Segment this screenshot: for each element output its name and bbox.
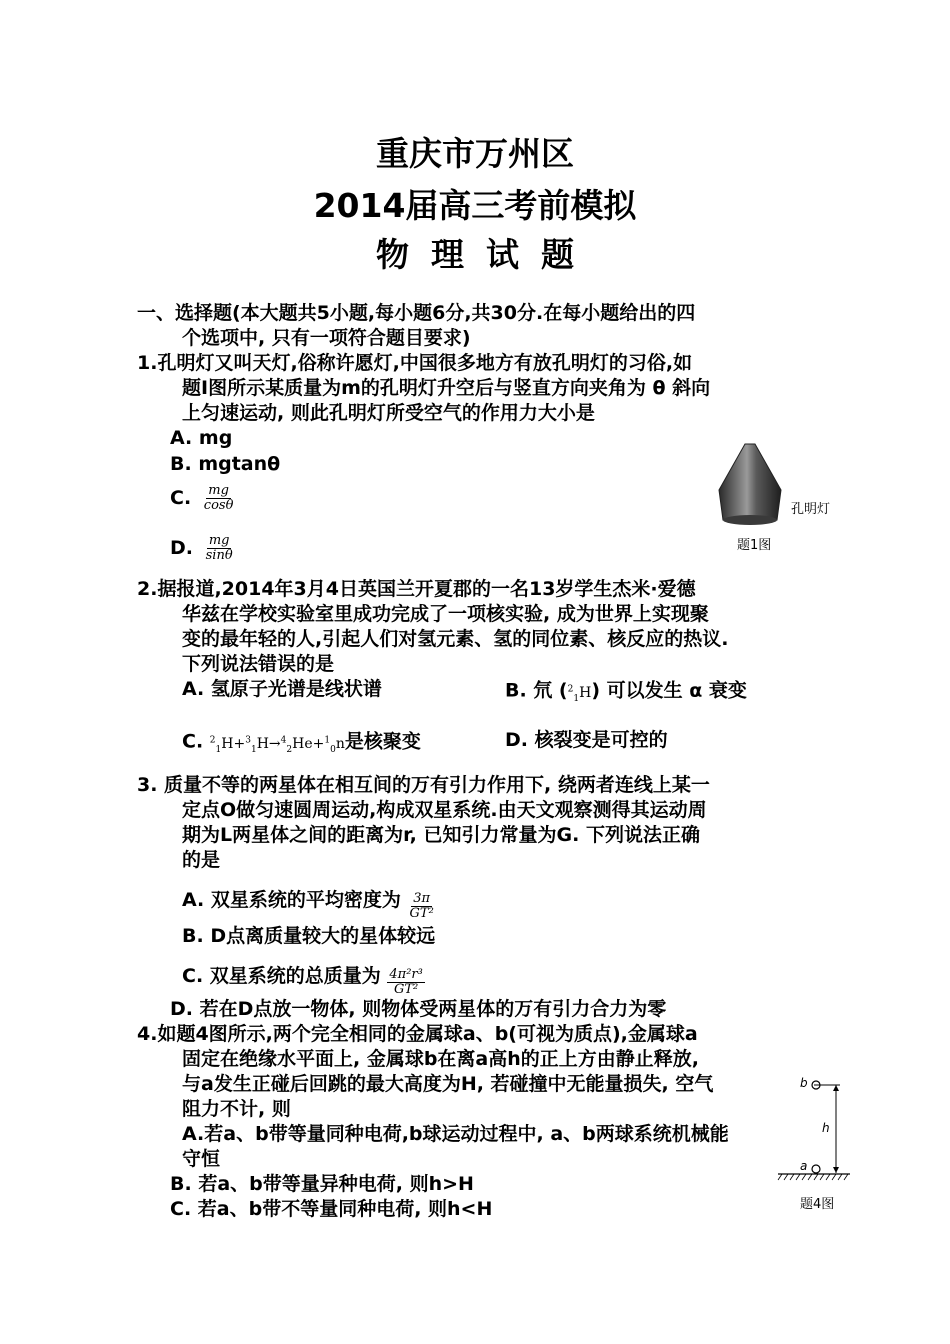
fraction-numerator: mg [208,533,230,548]
q1-option-a: A. mg [170,427,233,449]
fraction-numerator: mg [208,483,229,498]
q4-option-c: C. 若a、b带不等量同种电荷, 则h<H [170,1198,493,1220]
q3-option-a [182,888,436,921]
q1-option-c [170,484,235,513]
height-h-label: h [822,1121,830,1135]
q4-figure-caption: 题4图 [800,1197,835,1212]
fraction-denominator: sinθ [205,548,233,563]
q1-option-b: B. mgtanθ [170,453,281,475]
q3-stem: 3. 质量不等的两星体在相互间的万有引力作用下, 绕两者连线上某一 [137,774,710,796]
fusion-equation: $^2_1$H+$^3_1$H→$^4_2$He+$^1_0$n [209,735,345,755]
q2-option-d: D. 核裂变是可控的 [505,729,668,751]
q1-figure-label: 孔明灯 [791,502,831,517]
q1-option-c-label: C. [170,487,192,509]
q2-stem-cont: 下列说法错误的是 [182,653,335,675]
q1-option-c-fraction [202,484,236,513]
fraction-denominator: cosθ [203,498,234,513]
deuterium-symbol: $^2_1$H [567,684,592,704]
q4-option-a: A.若a、b带等量同种电荷,b球运动过程中, a、b两球系统机械能 [182,1123,729,1145]
q3-option-d: D. 若在D点放一物体, 则物体受两星体的万有引力合力为零 [170,998,667,1020]
q2-stem: 2.据报道,2014年3月4日英国兰开夏郡的一名13岁学生杰米·爱德 [137,578,696,600]
exam-title-region: 重庆市万州区 [376,134,574,173]
exam-title-year: 2014届高三考前模拟 [313,186,637,225]
q3-option-a-fraction [408,892,436,921]
q4-option-a-cont: 守恒 [182,1148,221,1170]
exam-title-subject: 物理试题 [376,235,596,274]
q2-option-b [505,677,747,710]
q1-option-d-label: D. [170,537,193,559]
q2-option-b-text: B. 氘 ( [505,679,568,702]
section-heading-cont: 个选项中, 只有一项符合题目要求) [182,327,471,349]
q2-stem-cont: 华兹在学校实验室里成功完成了一项核实验, 成为世界上实现聚 [182,603,709,625]
q1-stem: 1.孔明灯又叫天灯,俗称许愿灯,中国很多地方有放孔明灯的习俗,如 [137,352,693,374]
q2-stem-cont: 变的最年轻的人,引起人们对氢元素、氢的同位素、核反应的热议. [182,628,729,650]
q2-option-c-label: C. [182,730,204,753]
q3-option-c [182,964,425,997]
q3-option-b: B. D点离质量较大的星体较远 [182,925,436,947]
q4-stem-cont: 阻力不计, 则 [182,1098,291,1120]
q3-stem-cont: 期为L两星体之间的距离为r, 已知引力常量为G. 下列说法正确 [182,824,700,846]
q2-option-b-text-end: ) 可以发生 α 衰变 [591,679,747,702]
q3-option-c-text: C. 双星系统的总质量为 [182,965,381,987]
fraction-numerator: 4π²r³ [389,967,423,982]
q2-option-a: A. 氢原子光谱是线状谱 [182,678,382,700]
q3-stem-cont: 的是 [182,849,221,871]
q1-option-d [170,534,235,563]
q3-option-c-fraction [387,968,424,997]
q1-option-d-fraction [204,534,235,563]
section-heading: 一、选择题(本大题共5小题,每小题6分,共30分.在每小题给出的四 [137,302,696,324]
q4-option-b: B. 若a、b带等量异种电荷, 则h>H [170,1173,474,1195]
two-balls-diagram [776,1075,850,1187]
q4-stem: 4.如题4图所示,两个完全相同的金属球a、b(可视为质点),金属球a [137,1023,698,1045]
q3-stem-cont: 定点O做匀速圆周运动,构成双星系统.由天文观察测得其运动周 [182,799,707,821]
q1-stem-cont: 上匀速运动, 则此孔明灯所受空气的作用力大小是 [182,402,595,424]
q2-option-c [182,728,421,761]
q4-figure [776,1075,850,1215]
q4-stem-cont: 与a发生正碰后回跳的最大高度为H, 若碰撞中无能量损失, 空气 [182,1073,714,1095]
ball-b-label: b [800,1076,808,1090]
q1-figure-caption: 题1图 [737,538,772,553]
q1-stem-cont: 题Ⅰ图所示某质量为m的孔明灯升空后与竖直方向夹角为 θ 斜向 [182,377,711,399]
ball-a-label: a [800,1159,808,1173]
q1-figure [715,440,845,555]
q4-stem-cont: 固定在绝缘水平面上, 金属球b在离a高h的正上方由静止释放, [182,1048,699,1070]
fraction-numerator: 3π [413,891,431,906]
fraction-denominator: GT² [393,982,419,997]
fraction-denominator: GT² [409,906,434,921]
sky-lantern-image [715,440,785,530]
q3-option-a-text: A. 双星系统的平均密度为 [182,889,401,911]
q2-option-c-text: 是核聚变 [344,730,421,753]
